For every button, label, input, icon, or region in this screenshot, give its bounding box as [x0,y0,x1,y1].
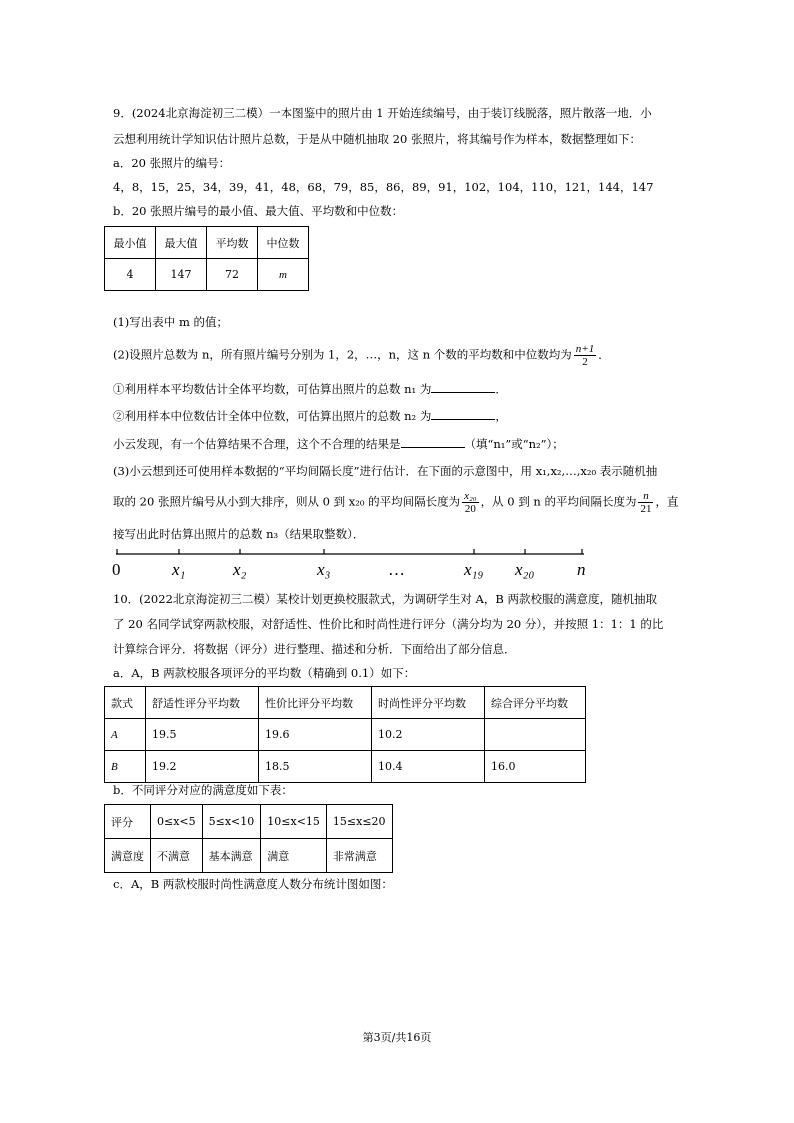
q9-part3-line1: (3)小云想到还可使用样本数据的“平均间隔长度”进行估计．在下面的示意图中，用 x₁,x₂,…,x₂₀ 表示随机抽 [113,464,658,478]
tick-label-x2: x₂ [233,560,247,579]
number-line [112,548,588,588]
table-header-cell: 款式 [105,687,146,719]
table-header-cell: 舒适性评分平均数 [146,687,259,719]
page-footer: 第3页/共16页 [362,1031,432,1044]
table-cell: 0≤x<5 [151,805,203,839]
table-cell: 10≤x<15 [261,805,327,839]
table-cell: 19.2 [146,751,259,783]
table-cell: 72 [207,259,258,291]
q9-part3-line3: 接写出此时估算出照片的总数 n₃（结果取整数）． [113,527,365,541]
fraction-numerator: n [638,490,653,503]
table-cell: B [105,751,146,783]
q10-satisfaction-table [104,804,393,873]
q9-part3-text: ，从 0 到 n 的平均间隔长度为 [480,494,637,509]
fraction-denominator: 2 [582,356,588,368]
tick-label-x1: x₁ [172,560,186,579]
q10-intro-line2: 了 20 名同学试穿两款校服，对舒适性、性价比和时尚性进行评分（满分均为 20 分），并按照 1：1：1 的比 [113,617,664,631]
table-header-cell: 性价比评分平均数 [259,687,372,719]
q9-finding [113,436,564,452]
table-cell [485,719,586,751]
q9-finding-end: （填“n₁”或“n₂”）； [464,437,564,451]
answer-blank[interactable] [431,381,495,393]
fraction [574,343,596,368]
tick-label-x19: x₁₉ [464,560,484,579]
table-header-cell: 中位数 [258,227,309,259]
q9-sample-numbers: 4，8，15，25，34，39，41，48，68，79，85，86，89，91，102，104，110，121，144，147 [113,180,654,194]
q9-part3-text: 取的 20 张照片编号从小到大排序，则从 0 到 x₂₀ 的平均间隔长度为 [113,494,461,509]
q9-circle2-end: ， [495,409,507,423]
table-cell: 满意度 [105,839,151,873]
q9-circle1-text: ①利用样本平均数估计全体平均数，可估算出照片的总数 n₁ 为 [113,382,432,396]
q9-part2-text: (2)设照片总数为 n，所有照片编号分别为 1，2，…，n，这 n 个数的平均数和中位数均为 [113,347,572,362]
table-cell: 16.0 [485,751,586,783]
q9-circle2-text: ②利用样本中位数估计全体中位数，可估算出照片的总数 n₂ 为 [113,409,432,423]
tick-label-n: n [577,560,586,579]
table-header-cell: 最小值 [105,227,156,259]
tick-label-ellipsis: … [388,560,405,579]
q9-part1: (1)写出表中 m 的值； [113,315,229,329]
q10-a-label: a．A，B 两款校服各项评分的平均数（精确到 0.1）如下： [113,666,416,680]
table-cell: 满意 [261,839,327,873]
table-cell: 10.2 [372,719,485,751]
q10-average-table [104,686,586,783]
table-cell: 15≤x≤20 [326,805,392,839]
q9-part2-end: ． [598,347,610,362]
q9-part3-line2 [113,490,678,515]
fraction-denominator: 21 [640,503,652,515]
q9-intro-line1: 9．(2024北京海淀初三二模）一本图鉴中的照片由 1 开始连续编号，由于装订线脱落，照片散落一地．小 [113,106,652,120]
q9-circle2 [113,408,507,424]
fraction [462,490,479,515]
q10-b-label: b．不同评分对应的满意度如下表： [113,783,293,797]
table-cell: 4 [105,259,156,291]
fraction-denominator: 20 [464,503,476,515]
q10-intro-line1: 10．(2022北京海淀初三二模）某校计划更换校服款式，为调研学生对 A，B 两款校服的满意度，随机抽取 [113,592,657,606]
answer-blank[interactable] [431,408,495,420]
table-cell: A [105,719,146,751]
table-cell: 19.5 [146,719,259,751]
table-cell: 不满意 [151,839,203,873]
table-cell: 147 [156,259,207,291]
table-header-cell: 平均数 [207,227,258,259]
tick-label-0: 0 [112,560,121,579]
answer-blank[interactable] [401,436,465,448]
q10-intro-line3: 计算综合评分．将数据（评分）进行整理、描述和分析．下面给出了部分信息． [113,642,516,656]
table-header-cell: 综合评分平均数 [485,687,586,719]
table-cell: 5≤x<10 [202,805,261,839]
q9-circle1-end: ． [495,382,507,396]
q9-finding-text: 小云发现，有一个估算结果不合理，这个不合理的结果是 [113,437,401,451]
q9-part2 [113,343,610,368]
table-cell: 基本满意 [202,839,261,873]
q9-b-label: b．20 张照片编号的最小值、最大值、平均数和中位数： [113,204,404,218]
q9-part3-text: ，直 [655,494,679,509]
q9-a-label: a．20 张照片的编号： [113,156,231,170]
tick-label-x20: x₂₀ [515,560,535,579]
table-cell: 非常满意 [326,839,392,873]
tick-label-x3: x₃ [317,560,331,579]
q9-intro-line2: 云想利用统计学知识估计照片总数，于是从中随机抽取 20 张照片，将其编号作为样本，数据整理如下： [113,132,641,146]
table-cell: 10.4 [372,751,485,783]
fraction-numerator: x₂₀ [464,490,477,502]
table-header-cell: 最大值 [156,227,207,259]
table-cell: 18.5 [259,751,372,783]
fraction-numerator: n+1 [575,343,595,355]
table-cell: m [258,259,309,291]
q9-stats-table [104,226,309,291]
table-cell: 评分 [105,805,151,839]
table-header-cell: 时尚性评分平均数 [372,687,485,719]
fraction [638,490,653,515]
q10-c-label: c．A，B 两款校服时尚性满意度人数分布统计图如图： [113,877,393,891]
table-cell: 19.6 [259,719,372,751]
q9-circle1 [113,381,507,397]
